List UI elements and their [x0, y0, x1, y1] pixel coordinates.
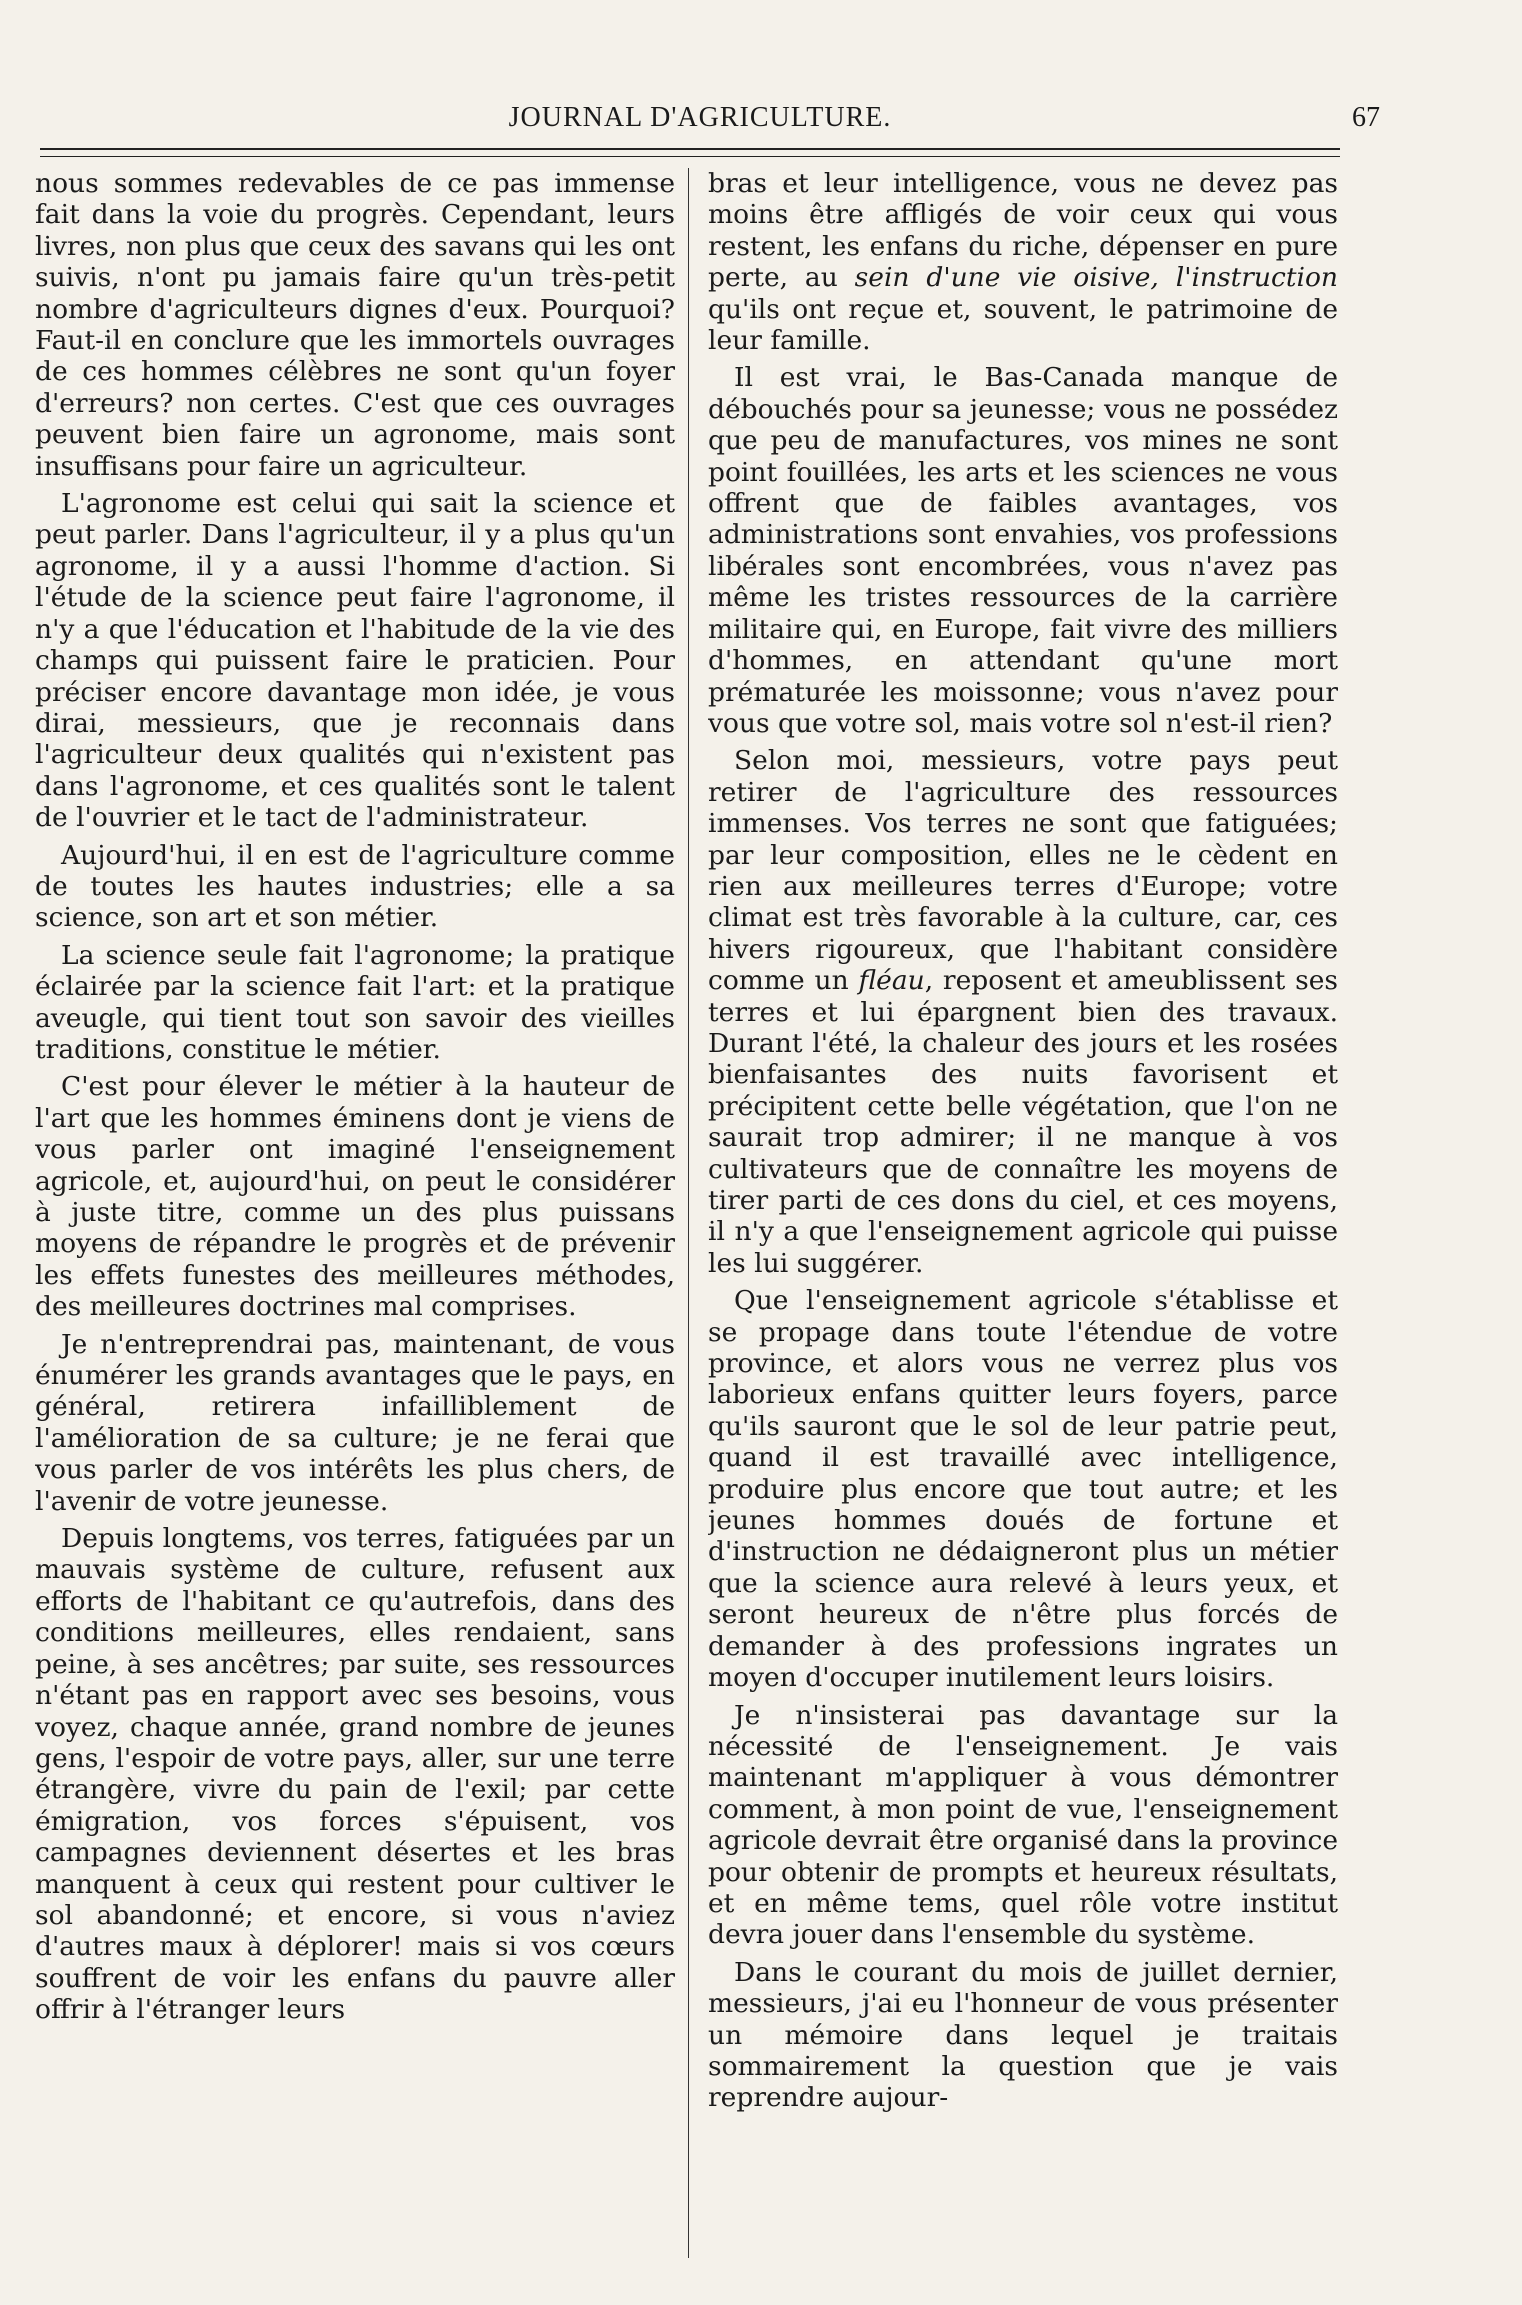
header-rule — [40, 148, 1340, 150]
column-divider — [688, 168, 689, 2258]
paragraph: Depuis longtems, vos terres, fatiguées par un mauvais système de culture, refusent aux efforts de l'habitant ce qu'autrefois, dans des conditions meilleures, elles rendaient, sans peine, à ses ancêtres; par suite, ses ressources n'étant pas en rapport avec ses besoins, vous voyez, chaque année, grand nombre de jeunes gens, l'espoir de votre pays, aller, sur une terre étrangère, vivre du pain de l'exil; par cette émigration, vos forces s'épuisent, vos campagnes deviennent désertes et les bras manquent à ceux qui restent pour cultiver le sol abandonné; et encore, si vous n'aviez d'autres maux à déplorer! mais si vos cœurs souffrent de voir les enfans du pauvre aller offrir à l'étranger leurs — [35, 1523, 675, 2026]
right-column — [708, 168, 1338, 2288]
paragraph: C'est pour élever le métier à la hauteur de l'art que les hommes éminens dont je viens de vous parler ont imaginé l'enseignement agricole, et, aujourd'hui, on peut le considérer à juste titre, comme un des plus puissans moyens de répandre le progrès et de prévenir les effets funestes des meilleures méthodes, des meilleures doctrines mal comprises. — [35, 1071, 675, 1323]
left-column — [35, 168, 675, 2288]
paragraph: Que l'enseignement agricole s'établisse et se propage dans toute l'étendue de votre province, et alors vous ne verrez plus vos laborieux enfans quitter leurs foyers, parce qu'ils sauront que le sol de leur patrie peut, quand il est travaillé avec intelligence, produire plus encore que tout autre; et les jeunes hommes doués de fortune et d'instruction ne dédaigneront plus un métier que la science aura relevé à leurs yeux, et seront heureux de n'être plus forcés de demander à des professions ingrates un moyen d'occuper inutilement leurs loisirs. — [708, 1285, 1338, 1694]
paragraph: Aujourd'hui, il en est de l'agriculture comme de toutes les hautes industries; elle a sa science, son art et son métier. — [35, 839, 675, 934]
header-rule-thin — [40, 156, 1340, 157]
running-title: JOURNAL D'AGRICULTURE. — [508, 102, 892, 133]
paragraph: La science seule fait l'agronome; la pratique éclairée par la science fait l'art: et la pratique aveugle, qui tient tout son savoir des vieilles traditions, constitue le métier. — [35, 939, 675, 1065]
paragraph: Il est vrai, le Bas-Canada manque de débouchés pour sa jeunesse; vous ne possédez que peu de manufactures, vos mines ne sont point fouillées, les arts et les sciences ne vous offrent que de faibles avantages, vos administrations sont envahies, vos professions libérales sont encombrées, vous n'avez pas même les tristes ressources de la carrière militaire qui, en Europe, fait vivre des milliers d'hommes, en attendant qu'une mort prématurée les moissonne; vous n'avez pour vous que votre sol, mais votre sol n'est-il rien? — [708, 362, 1338, 739]
italic-text-run: sein d'une vie oisive, l'instruction — [854, 262, 1338, 294]
paragraph: L'agronome est celui qui sait la science et peut parler. Dans l'agriculteur, il y a plus qu'un agronome, il y a aussi l'homme d'action. Si l'étude de la science peut faire l'agronome, il n'y a que l'éducation et l'habitude de la vie des champs qui puissent faire le praticien. Pour préciser encore davantage mon idée, je vous dirai, messieurs, que je reconnais dans l'agriculteur deux qualités qui n'existent pas dans l'agronome, et ces qualités sont le talent de l'ouvrier et le tact de l'administrateur. — [35, 488, 675, 834]
paragraph: Dans le courant du mois de juillet dernier, messieurs, j'ai eu l'honneur de vous présenter un mémoire dans lequel je traitais sommairement la question que je vais reprendre aujour- — [708, 1956, 1338, 2114]
text-run: qu'ils ont reçue et, souvent, le patrimoine de leur famille. — [708, 293, 1338, 357]
paragraph: nous sommes redevables de ce pas immense fait dans la voie du progrès. Cependant, leurs livres, non plus que ceux des savans qui les ont suivis, n'ont pu jamais faire qu'un très-petit nombre d'agriculteurs dignes d'eux. Pourquoi? Faut-il en conclure que les immortels ouvrages de ces hommes célèbres ne sont qu'un foyer d'erreurs? non certes. C'est que ces ouvrages peuvent bien faire un agronome, mais sont insuffisans pour faire un agriculteur. — [35, 168, 675, 482]
paragraph: Je n'entreprendrai pas, maintenant, de vous énumérer les grands avantages que le pays, en général, retirera infailliblement de l'amélioration de sa culture; je ne ferai que vous parler de vos intérêts les plus chers, de l'avenir de votre jeunesse. — [35, 1328, 675, 1517]
paragraph — [708, 745, 1338, 1279]
paragraph — [708, 168, 1338, 356]
page-number: 67 — [1352, 102, 1380, 133]
text-run: bras et leur intelligence, vous ne devez pas moins être affligés de voir ceux qui vous restent, les enfans du riche, dépenser en pure perte, au — [708, 168, 1338, 294]
text-run: Selon moi, messieurs, votre pays peut retirer de l'agriculture des ressources immenses. Vos terres ne sont que fatiguées; par leur composition, elles ne le cèdent en rien aux meilleures terres d'Europe; votre climat est très favorable à la culture, car, ces hivers rigoureux, que l'habitant considère comme un — [708, 745, 1338, 997]
paragraph: Je n'insisterai pas davantage sur la nécessité de l'enseignement. Je vais maintenant m'appliquer à vous démontrer comment, à mon point de vue, l'enseignement agricole devrait être organisé dans la province pour obtenir de prompts et heureux résultats, et en même tems, quel rôle votre institut devra jouer dans l'ensemble du système. — [708, 1699, 1338, 1951]
italic-text-run: fléau — [858, 965, 925, 997]
page-header — [40, 102, 1380, 142]
text-run: , reposent et ameublissent ses terres et lui épargnent bien des travaux. Durant l'été, la chaleur des jours et les rosées bienfaisantes des nuits favorisent et précipitent cette belle végétation, que l'on ne saurait trop admirer; il ne manque à vos cultivateurs que de connaître les moyens de tirer parti de ces dons du ciel, et ces moyens, il n'y a que l'enseignement agricole qui puisse les lui suggérer. — [708, 965, 1338, 1279]
